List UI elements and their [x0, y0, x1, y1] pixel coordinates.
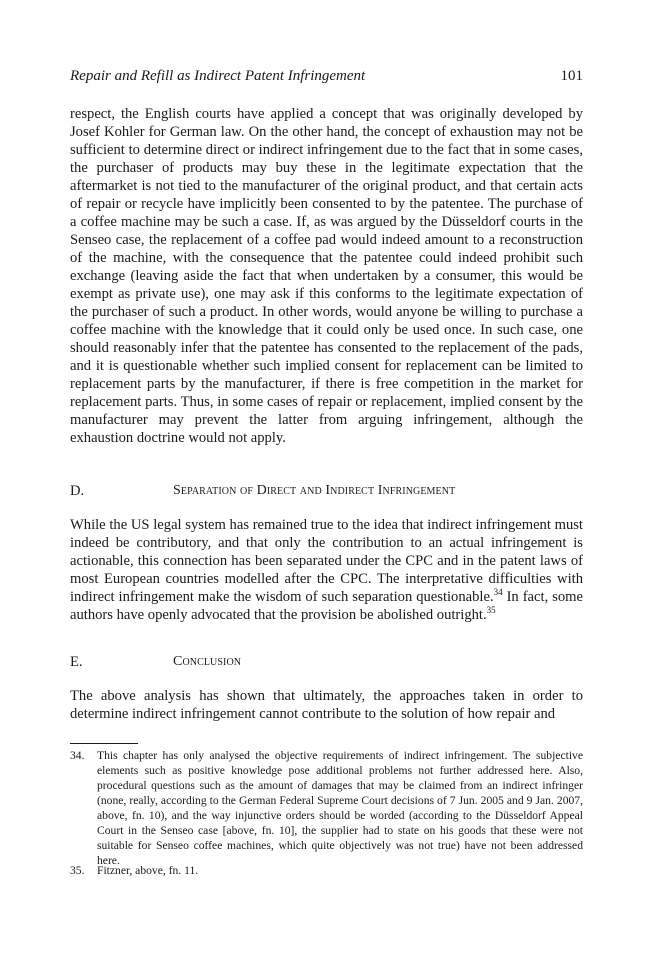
- footnote-number: 34.: [70, 749, 85, 762]
- footnote-number: 35.: [70, 864, 85, 877]
- footnote-34: [70, 748, 583, 868]
- section-title: Separation of Direct and Indirect Infringement: [173, 483, 456, 498]
- paragraph-text: In fact, some authors have openly advocated that the provision be abolished outright.: [70, 589, 583, 623]
- page-number: 101: [560, 68, 583, 84]
- body-paragraph-2: [70, 516, 583, 624]
- footnote-text: Fitzner, above, fn. 11.: [97, 864, 199, 877]
- section-heading-e: [70, 654, 583, 674]
- paragraph-text: While the US legal system has remained true to the idea that indirect infringement must indeed be contributory, and that only the contribution to an actual infringement is actionable, this connection has been separated under the CPC and in the patent laws of most European countries modelled after the CPC. The interpretative difficulties with indirect infringement make the wisdom of such separation questionable.: [70, 517, 583, 605]
- section-letter: D.: [70, 483, 85, 499]
- section-letter: E.: [70, 654, 83, 670]
- footnote-text: This chapter has only analysed the objective requirements of indirect infringement. The subjective elements such as positive knowledge pose additional problems not further addressed here. Also, procedural questions such as the amount of damages that may be claimed from an indirect infringer (none, really, according to the German Federal Supreme Court decisions of 7 Jun. 2005 and 9 Jan. 2007, above, fn. 10), and the way injunctive orders should be worded (according to the Düsseldorf Appeal Court in the Senseo case [above, fn. 10], the supplier had to state on his goods that these were not suitable for Senseo coffee machines, which quite objectively was not true) have not been addressed here.: [97, 749, 583, 867]
- section-title: Conclusion: [173, 654, 242, 669]
- footnote-35: [70, 863, 583, 879]
- footnote-ref-35[interactable]: 35: [486, 605, 496, 616]
- body-paragraph-3: The above analysis has shown that ultimately, the approaches taken in order to determine indirect infringement cannot contribute to the solution of how repair and: [70, 688, 583, 722]
- section-heading-d: [70, 483, 583, 503]
- footnote-ref-34[interactable]: 34: [493, 587, 503, 598]
- footnote-divider: [70, 743, 138, 744]
- running-header: [70, 68, 583, 88]
- body-paragraph-1: respect, the English courts have applied a concept that was originally developed by Josef Kohler for German law. On the other hand, the concept of exhaustion may not be sufficient to determine direct or indirect infringement due to the fact that in some cases, the purchaser of products may buy these in the legitimate expectation that the aftermarket is not tied to the manufacturer of the original product, and that certain acts of repair or recycle have implicitly been consented to by the patentee. The purchase of a coffee machine may be such a case. If, as was argued by the Düsseldorf courts in the Senseo case, the replacement of a coffee pad would indeed amount to a reconstruction of the machine, with the consequence that the patentee could indeed prohibit such exchange (leaving aside the fact that when undertaken by a consumer, this would be exempt as private use), one may ask if this conforms to the legitimate expectation of the purchaser of such a product. In other words, would anyone be willing to purchase a coffee machine with the knowledge that it could only be used once. In such case, one should reasonably infer that the patentee has consented to the replacement of the pads, and it is questionable whether such implied consent for replacement can be limited to replacement parts by the manufacturer, if there is free competition in the market for replacement parts. Thus, in some cases of repair or replacement, implied consent by the manufacturer may prevent the latter from arguing infringement, although the exhaustion doctrine would not apply.: [70, 106, 583, 446]
- running-title: Repair and Refill as Indirect Patent Infringement: [70, 68, 366, 84]
